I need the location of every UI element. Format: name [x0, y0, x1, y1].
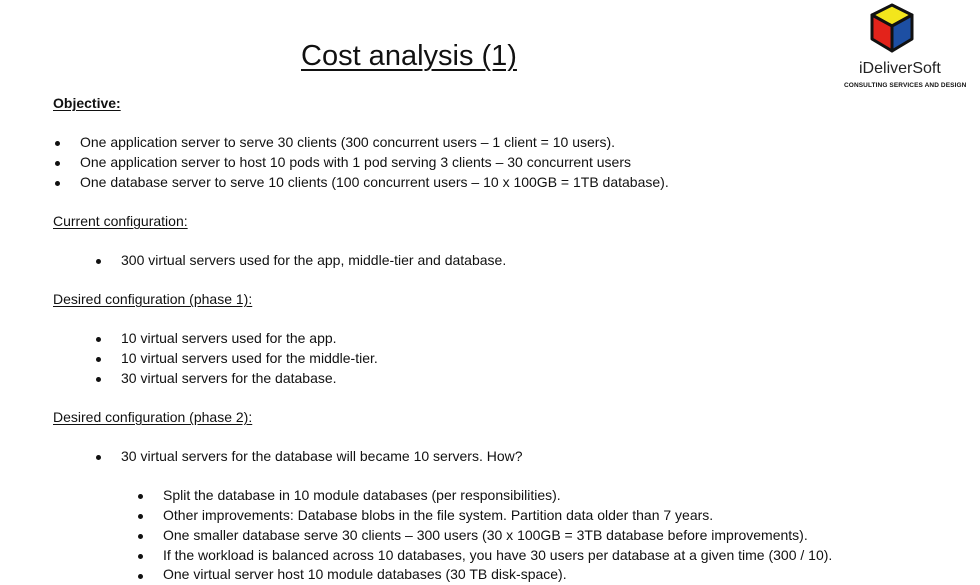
objective-item: One application server to serve 30 clients (300 concurrent users – 1 client = 10 users).: [80, 134, 615, 150]
phase2-heading: Desired configuration (phase 2):: [53, 409, 253, 425]
cube-logo-icon: [868, 2, 916, 54]
phase2-subitem: If the workload is balanced across 10 databases, you have 30 users per database at a given time (300 / 10).: [163, 547, 833, 563]
company-logo: [838, 2, 978, 90]
logo-name: iDeliverSoft: [859, 60, 941, 77]
bullet-icon: [138, 534, 143, 539]
objective-item: One application server to host 10 pods with 1 pod serving 3 clients – 30 concurrent users: [80, 154, 631, 170]
bullet-icon: [138, 574, 143, 579]
objective-heading: Objective:: [53, 95, 121, 111]
bullet-icon: [138, 514, 143, 519]
phase1-item: 10 virtual servers used for the app.: [121, 330, 337, 346]
bullet-icon: [96, 259, 101, 264]
bullet-icon: [96, 337, 101, 342]
current-config-item: 300 virtual servers used for the app, middle-tier and database.: [121, 252, 507, 268]
bullet-icon: [96, 377, 101, 382]
page-title: Cost analysis (1): [301, 40, 517, 72]
objective-item: One database server to serve 10 clients (100 concurrent users – 10 x 100GB = 1TB database).: [80, 174, 669, 190]
bullet-icon: [138, 494, 143, 499]
phase1-item: 30 virtual servers for the database.: [121, 370, 337, 386]
phase2-item: 30 virtual servers for the database will became 10 servers. How?: [121, 448, 523, 464]
bullet-icon: [96, 357, 101, 362]
phase2-subitem: Other improvements: Database blobs in the file system. Partition data older than 7 years.: [163, 507, 714, 523]
phase2-subitem: Split the database in 10 module databases (per responsibilities).: [163, 487, 561, 503]
logo-tagline: CONSULTING SERVICES AND DESIGN: [844, 82, 967, 89]
bullet-icon: [96, 455, 101, 460]
current-config-heading: Current configuration:: [53, 213, 188, 229]
bullet-icon: [55, 141, 60, 146]
phase1-item: 10 virtual servers used for the middle-tier.: [121, 350, 378, 366]
bullet-icon: [138, 554, 143, 559]
phase2-subitem: One smaller database serve 30 clients – 300 users (30 x 100GB = 3TB database before improvements).: [163, 527, 808, 543]
bullet-icon: [55, 161, 60, 166]
phase1-heading: Desired configuration (phase 1):: [53, 291, 253, 307]
phase2-subitem: One virtual server host 10 module databases (30 TB disk-space).: [163, 566, 567, 582]
bullet-icon: [55, 181, 60, 186]
